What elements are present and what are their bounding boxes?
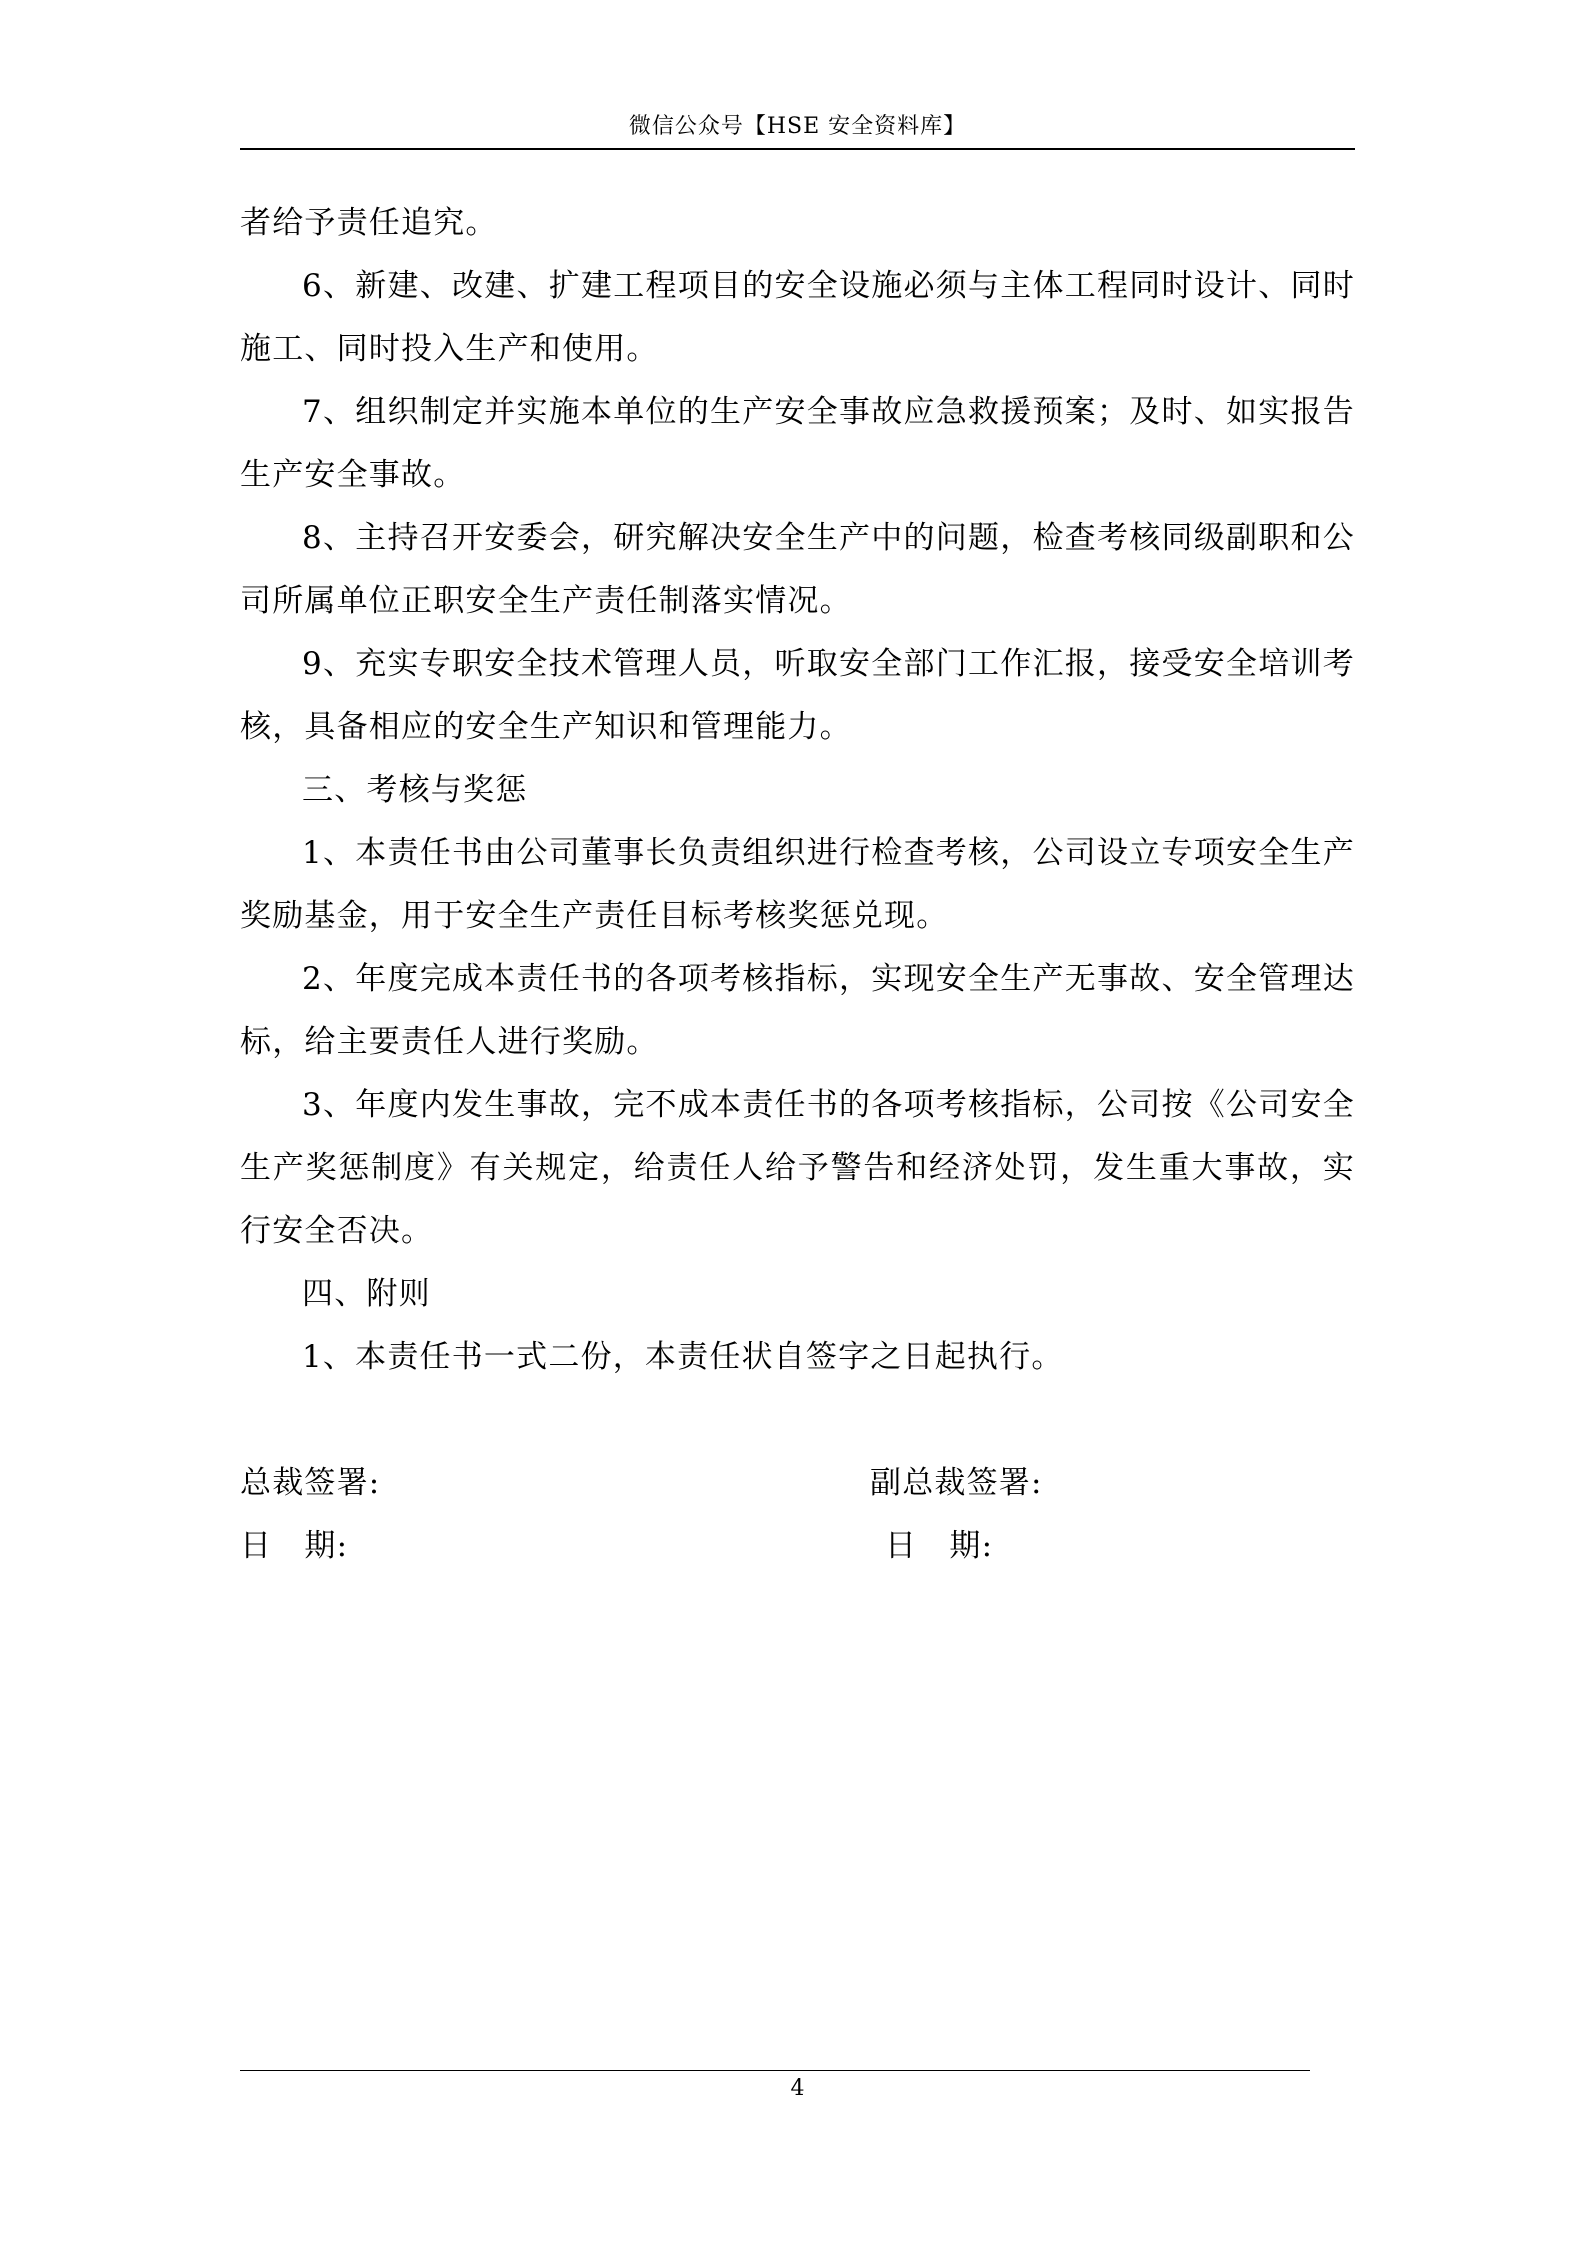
footer-divider	[240, 2070, 1310, 2071]
signature-row	[240, 1452, 1355, 1515]
paragraph-assessment-3: 3、年度内发生事故，完不成本责任书的各项考核指标，公司按《公司安全生产奖惩制度》有关规定，给责任人给予警告和经济处罚，发生重大事故，实行安全否决。	[240, 1087, 1355, 1249]
paragraph-appendix-1: 1、本责任书一式二份，本责任状自签字之日起执行。	[302, 1339, 1064, 1375]
document-body	[240, 192, 1355, 1389]
page-number: 4	[790, 2076, 805, 2101]
date-row	[240, 1515, 1355, 1578]
paragraph-assessment-2: 2、年度完成本责任书的各项考核指标，实现安全生产无事故、安全管理达标，给主要责任人进行奖励。	[240, 961, 1355, 1060]
page-header-title: 微信公众号【HSE 安全资料库】	[628, 114, 967, 139]
vice-president-signature-label: 副总裁签署:	[870, 1465, 1043, 1501]
paragraph-item-7: 7、组织制定并实施本单位的生产安全事故应急救援预案；及时、如实报告生产安全事故。	[240, 394, 1355, 493]
section-heading-assessment: 三、考核与奖惩	[302, 772, 528, 808]
paragraph-item-8: 8、主持召开安委会，研究解决安全生产中的问题，检查考核同级副职和公司所属单位正职安全生产责任制落实情况。	[240, 520, 1355, 619]
paragraph-continuation: 者给予责任追究。	[240, 205, 498, 241]
vice-president-date-label: 日 期:	[885, 1528, 994, 1564]
header-divider	[240, 148, 1355, 150]
section-heading-appendix: 四、附则	[302, 1276, 431, 1312]
president-date-label: 日 期:	[240, 1528, 349, 1564]
paragraph-item-9: 9、充实专职安全技术管理人员，听取安全部门工作汇报，接受安全培训考核，具备相应的安全生产知识和管理能力。	[240, 646, 1355, 745]
paragraph-item-6: 6、新建、改建、扩建工程项目的安全设施必须与主体工程同时设计、同时施工、同时投入生产和使用。	[240, 268, 1355, 367]
paragraph-assessment-1: 1、本责任书由公司董事长负责组织进行检查考核，公司设立专项安全生产奖励基金，用于安全生产责任目标考核奖惩兑现。	[240, 835, 1355, 934]
president-signature-label: 总裁签署:	[240, 1465, 381, 1501]
signature-block	[240, 1452, 1355, 1578]
